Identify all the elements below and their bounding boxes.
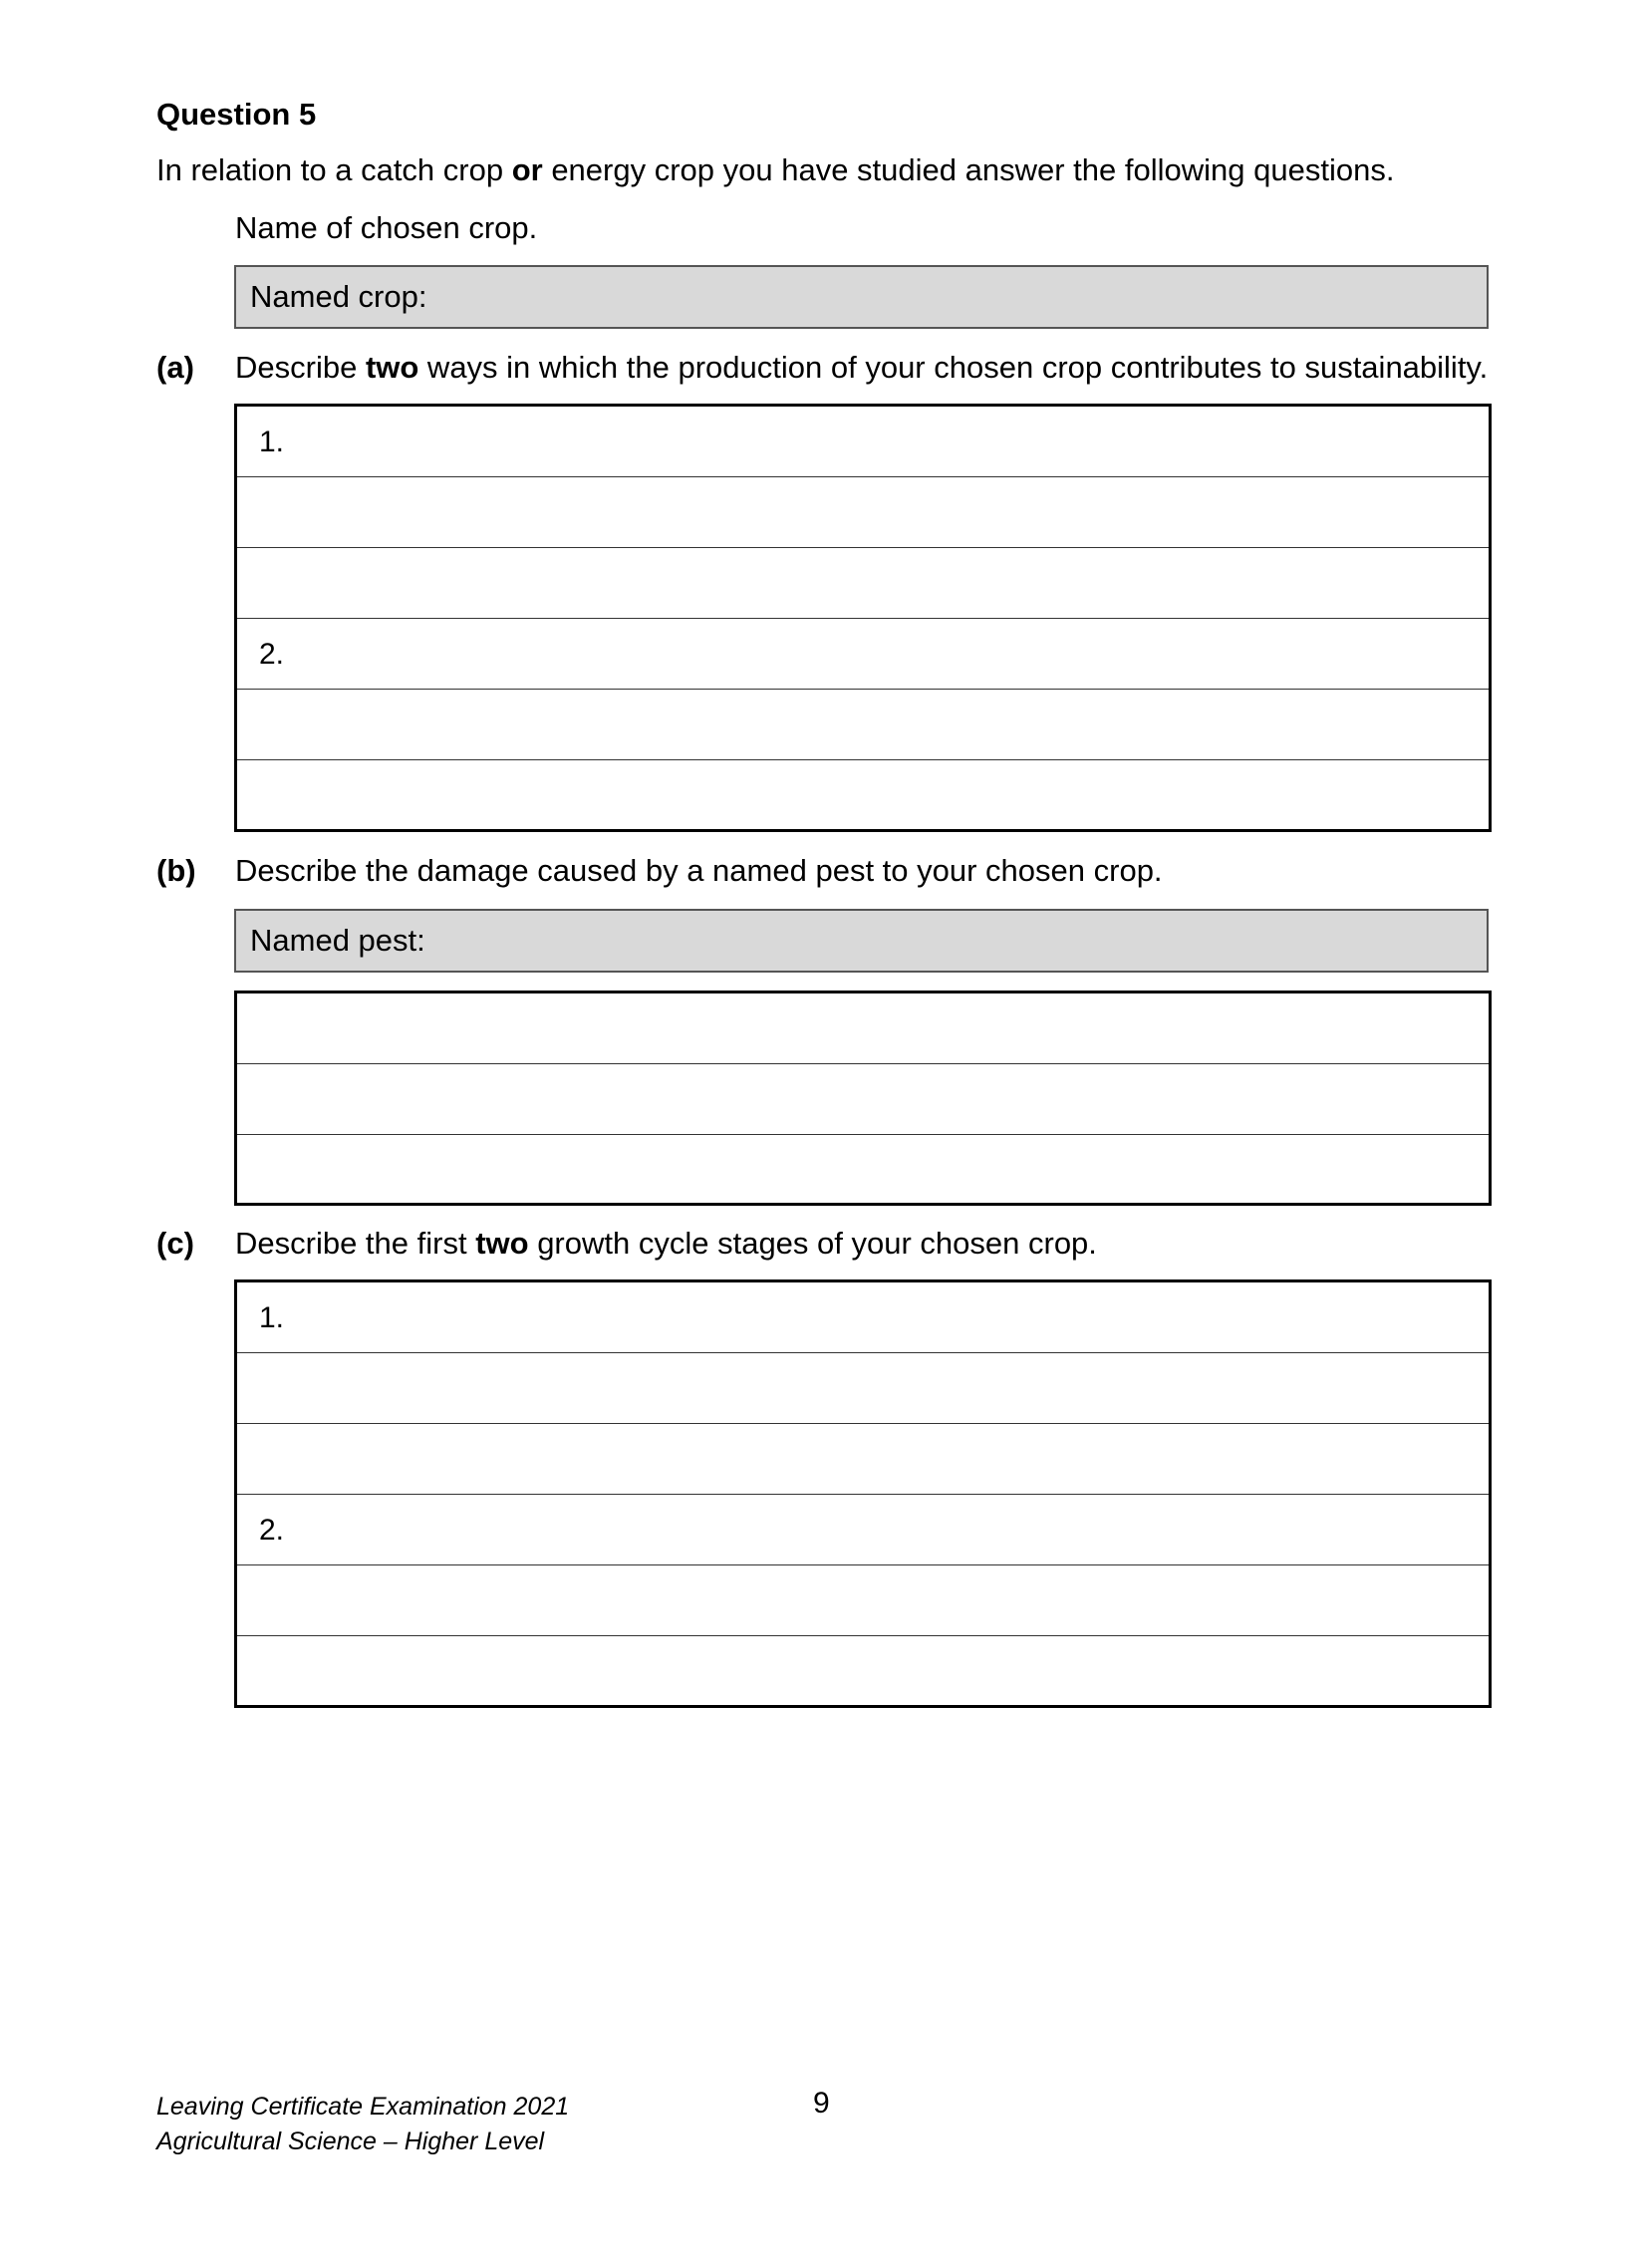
named-pest-label: Named pest:: [250, 923, 425, 958]
answer-line[interactable]: 2.: [237, 1495, 1489, 1565]
answer-line[interactable]: [237, 760, 1489, 831]
intro-text-bold: or: [511, 152, 543, 187]
answer-line[interactable]: [237, 548, 1489, 619]
part-c-answer-box: [234, 1279, 1492, 1708]
answer-line[interactable]: 1.: [237, 1282, 1489, 1353]
part-c-question: [235, 1226, 1097, 1262]
part-a-letter: (a): [156, 350, 194, 385]
footer-exam-info: [156, 2090, 569, 2159]
crop-name-prompt: Name of chosen crop.: [235, 210, 538, 245]
part-a-text-end: ways in which the production of your chosen crop contributes to sustainability.: [418, 350, 1489, 385]
answer-line[interactable]: 1.: [237, 407, 1489, 477]
question-intro: [156, 152, 1394, 188]
named-pest-field[interactable]: [234, 909, 1489, 973]
answer-line[interactable]: [237, 477, 1489, 548]
answer-line[interactable]: [237, 1135, 1489, 1206]
question-title: Question 5: [156, 97, 317, 132]
part-c-letter: (c): [156, 1226, 194, 1261]
intro-text-end: energy crop you have studied answer the following questions.: [542, 152, 1395, 187]
footer-subject-line: Agricultural Science – Higher Level: [156, 2127, 545, 2155]
answer-line[interactable]: [237, 993, 1489, 1064]
part-a-answer-box: [234, 404, 1492, 832]
answer-line[interactable]: [237, 1353, 1489, 1424]
answer-line[interactable]: [237, 1064, 1489, 1135]
page-number: 9: [813, 2087, 830, 2120]
part-c-text-bold: two: [475, 1226, 529, 1261]
answer-line[interactable]: [237, 1636, 1489, 1707]
footer-exam-line: Leaving Certificate Examination 2021: [156, 2093, 570, 2121]
part-b-question: Describe the damage caused by a named pest to your chosen crop.: [235, 853, 1163, 888]
intro-text-start: In relation to a catch crop: [156, 152, 512, 187]
answer-line[interactable]: [237, 1424, 1489, 1495]
answer-line[interactable]: [237, 690, 1489, 760]
part-c-text-end: growth cycle stages of your chosen crop.: [528, 1226, 1097, 1261]
part-b-letter: (b): [156, 853, 196, 888]
named-crop-field[interactable]: [234, 265, 1489, 329]
part-a-text-bold: two: [365, 350, 419, 385]
answer-line[interactable]: 2.: [237, 619, 1489, 690]
named-crop-label: Named crop:: [250, 279, 427, 314]
part-c-text-start: Describe the first: [235, 1226, 476, 1261]
part-a-text-start: Describe: [235, 350, 366, 385]
answer-line[interactable]: [237, 1565, 1489, 1636]
part-a-question: [235, 350, 1488, 386]
part-b-answer-box: [234, 991, 1492, 1206]
